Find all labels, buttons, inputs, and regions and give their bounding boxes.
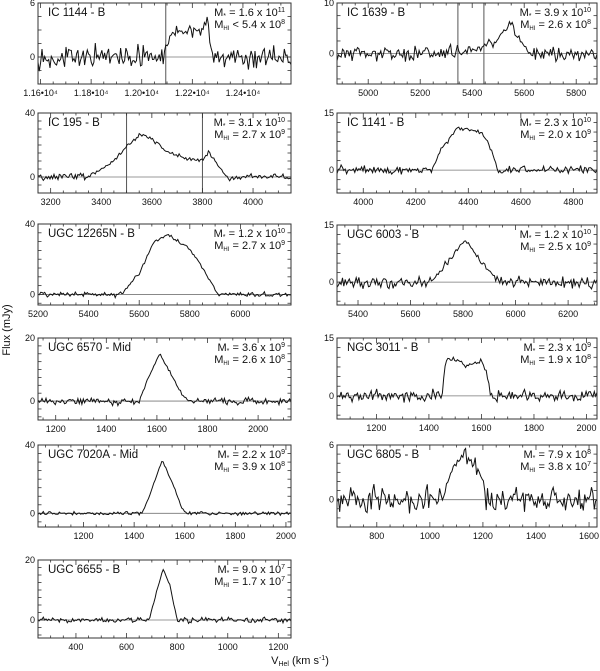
stellar-mass-exponent: 7 — [281, 564, 285, 571]
x-tick-label: 5400 — [462, 88, 483, 98]
hi-mass-label — [520, 461, 591, 474]
mass-symbol: M — [217, 342, 227, 354]
x-tick-label: 1600 — [579, 531, 600, 541]
spectrum-panel — [324, 0, 597, 98]
stellar-mass-value: 1.2 x 10 — [238, 228, 278, 240]
panel-title: NGC 3011 - B — [347, 342, 419, 354]
y-tick-label: 0 — [328, 165, 334, 176]
x-tick-label: 5600 — [514, 88, 535, 98]
mass-symbol: M — [523, 449, 533, 461]
y-tick-label: 15 — [323, 108, 334, 118]
x-tick-label: 1800 — [197, 424, 218, 434]
hi-mass-label — [520, 354, 591, 367]
relation: < — [229, 19, 242, 31]
x-tick-label: 1200 — [45, 424, 66, 434]
stellar-mass-value: 3.1 x 10 — [238, 117, 278, 129]
x-axis-label-unit-exp: -1 — [318, 655, 326, 662]
stellar-mass-exponent: 9 — [281, 449, 285, 456]
x-tick-label: 600 — [119, 642, 135, 652]
spectrum-panel — [324, 108, 597, 207]
y-tick-label: 0 — [29, 396, 35, 407]
x-tick-label: 5400 — [347, 309, 369, 319]
x-tick-label: 1.20•10⁴ — [124, 88, 160, 98]
panel-title: UGC 6655 - B — [48, 564, 121, 576]
hi-subscript: HI — [223, 26, 230, 32]
spectrum-panel — [25, 333, 291, 434]
relation: = — [229, 354, 242, 366]
mass-symbol: M — [520, 354, 530, 366]
x-tick-label: 6200 — [558, 309, 579, 319]
mass-symbol: M — [520, 19, 530, 31]
y-tick-label: 6 — [29, 0, 35, 8]
x-tick-label: 1600 — [146, 424, 167, 434]
stellar-mass-exponent: 10 — [583, 7, 591, 14]
mass-symbol: M — [519, 117, 529, 129]
relation: = — [229, 461, 242, 473]
x-tick-label: 5800 — [566, 88, 587, 98]
hi-mass-exponent: 9 — [281, 129, 285, 136]
hi-subscript: HI — [223, 247, 230, 253]
x-tick-label: 1400 — [418, 423, 439, 433]
hi-subscript: HI — [529, 136, 536, 142]
hi-mass-exponent: 9 — [281, 240, 285, 247]
x-tick-label: 800 — [169, 642, 185, 652]
hi-mass-value: 2.7 x 10 — [241, 129, 282, 141]
x-tick-label: 2000 — [275, 531, 296, 541]
y-tick-label: 0 — [29, 508, 35, 519]
x-tick-label: 1.22•10⁴ — [175, 88, 210, 98]
hi-mass-exponent: 8 — [281, 19, 285, 26]
y-tick-label: 0 — [328, 48, 334, 59]
y-tick-label: 6 — [328, 440, 334, 450]
x-tick-label: 3600 — [141, 197, 162, 207]
y-tick-label: 0 — [328, 494, 334, 505]
stellar-mass-value: 3.6 x 10 — [241, 342, 282, 354]
x-tick-label: 400 — [68, 642, 84, 652]
panel-title: UGC 6003 - B — [347, 229, 420, 241]
stellar-mass-value: 9.0 x 10 — [241, 564, 282, 576]
x-tick-label: 4000 — [243, 197, 264, 207]
y-tick-label: 20 — [24, 333, 35, 343]
mass-symbol: M — [214, 7, 224, 19]
hi-mass-exponent: 8 — [587, 354, 591, 361]
x-tick-label: 4200 — [405, 197, 426, 207]
stellar-mass-value: 7.9 x 10 — [547, 449, 588, 461]
y-tick-label: 0 — [29, 289, 35, 300]
stellar-mass-value: 1.6 x 10 — [238, 7, 278, 19]
mass-symbol: M — [523, 342, 533, 354]
spectrum-panel — [25, 219, 291, 319]
y-tick-label: 15 — [323, 333, 334, 343]
hi-mass-label — [520, 241, 591, 254]
mass-symbol: M — [520, 129, 530, 141]
mass-symbol: M — [520, 241, 530, 253]
stellar-mass-value: 2.3 x 10 — [544, 117, 584, 129]
y-tick-label: 0 — [29, 615, 35, 625]
relation: = — [535, 129, 548, 141]
x-axis-label — [271, 655, 329, 668]
mass-symbol: M — [213, 117, 223, 129]
x-tick-label: 4400 — [458, 197, 479, 207]
x-tick-label: 5000 — [358, 88, 379, 98]
stellar-mass-value: 1.2 x 10 — [544, 229, 584, 241]
y-tick-label: 0 — [29, 52, 35, 62]
y-tick-label: 10 — [323, 0, 334, 8]
mass-symbol: M — [519, 7, 529, 19]
stellar-mass-value: 2.2 x 10 — [241, 449, 282, 461]
x-tick-label: 6000 — [505, 309, 526, 319]
y-tick-label: 40 — [24, 108, 35, 118]
hi-mass-value: 3.9 x 10 — [241, 461, 282, 473]
stellar-mass-exponent: 10 — [583, 229, 591, 236]
hi-subscript: HI — [223, 468, 230, 474]
x-tick-label: 1200 — [366, 423, 387, 433]
mass-symbol: M — [214, 461, 224, 473]
panel-title: IC 1144 - B — [48, 7, 106, 19]
hi-mass-label — [214, 354, 285, 367]
x-tick-label: 800 — [369, 531, 385, 541]
relation: = — [225, 228, 239, 240]
y-tick-label: 0 — [328, 390, 334, 401]
x-tick-label: 5200 — [27, 309, 49, 319]
hi-mass-value: 5.4 x 10 — [241, 19, 282, 31]
panel-title: UGC 7020A - Mid — [48, 449, 139, 461]
x-tick-label: 1200 — [73, 531, 94, 541]
mass-symbol: M — [214, 240, 224, 252]
star-subscript: * — [226, 348, 230, 355]
x-tick-label: 6000 — [230, 309, 251, 319]
relation: = — [225, 117, 239, 129]
hi-mass-exponent: 8 — [281, 354, 285, 361]
relation: = — [229, 240, 242, 252]
x-tick-label: 1600 — [471, 423, 492, 433]
hi-subscript: HI — [529, 361, 536, 367]
x-tick-label: 4600 — [510, 197, 531, 207]
x-tick-label: 5800 — [179, 309, 200, 319]
panel-title: UGC 6570 - Mid — [48, 342, 132, 354]
x-tick-label: 1000 — [419, 531, 440, 541]
y-axis-label: Flux (mJy) — [1, 304, 13, 356]
x-tick-label: 1400 — [96, 424, 117, 434]
relation: = — [535, 461, 548, 473]
y-tick-label: 15 — [323, 220, 334, 230]
x-tick-label: 2000 — [248, 424, 269, 434]
x-axis-label-unit: (km s — [289, 655, 319, 667]
mass-symbol: M — [214, 576, 224, 588]
star-subscript: * — [532, 348, 536, 355]
star-subscript: * — [532, 455, 536, 462]
mass-symbol: M — [217, 564, 227, 576]
stellar-mass-value: 3.9 x 10 — [544, 7, 584, 19]
hi-subscript: HI — [529, 26, 536, 32]
relation: = — [535, 342, 548, 354]
x-tick-label: 5800 — [453, 309, 474, 319]
hi-mass-exponent: 9 — [587, 241, 591, 248]
x-axis-label-close: ) — [325, 655, 329, 667]
spectrum-panel — [25, 108, 291, 207]
x-tick-label: 1200 — [472, 531, 493, 541]
mass-symbol: M — [213, 228, 223, 240]
x-axis-label-sub: Hel — [278, 661, 289, 668]
spectrum-panel — [329, 440, 599, 541]
panel-title: IC 195 - B — [48, 117, 100, 129]
hi-mass-value: 1.7 x 10 — [241, 576, 282, 588]
relation: = — [229, 576, 242, 588]
hi-mass-label — [520, 129, 591, 142]
hi-subscript: HI — [529, 468, 536, 474]
star-subscript: * — [226, 570, 230, 577]
hi-mass-exponent: 8 — [587, 19, 591, 26]
stellar-mass-exponent: 10 — [583, 117, 591, 124]
mass-symbol: M — [214, 129, 224, 141]
hi-mass-exponent: 7 — [281, 576, 285, 583]
y-tick-label: 0 — [328, 277, 334, 288]
x-tick-label: 2000 — [576, 423, 597, 433]
x-tick-label: 3400 — [91, 197, 112, 207]
x-tick-label: 3800 — [192, 197, 213, 207]
panel-title: IC 1141 - B — [347, 117, 405, 129]
mass-symbol: M — [519, 229, 529, 241]
relation: = — [535, 354, 548, 366]
x-tick-label: 5400 — [78, 309, 99, 319]
y-tick-label: 40 — [24, 219, 35, 229]
x-tick-label: 1000 — [217, 642, 238, 652]
x-tick-label: 4000 — [353, 197, 374, 207]
hi-mass-value: 2.5 x 10 — [547, 241, 588, 253]
relation: = — [229, 129, 242, 141]
hi-mass-value: 2.6 x 10 — [241, 354, 282, 366]
hi-mass-value: 2.7 x 10 — [241, 240, 282, 252]
hi-mass-label — [214, 19, 285, 32]
x-tick-label: 1400 — [124, 531, 145, 541]
x-tick-label: 1600 — [174, 531, 195, 541]
x-tick-label: 1200 — [268, 642, 289, 652]
stellar-mass-exponent: 9 — [587, 342, 591, 349]
mass-symbol: M — [217, 449, 227, 461]
star-subscript: * — [223, 13, 227, 20]
x-tick-label: 1400 — [525, 531, 546, 541]
hi-mass-exponent: 7 — [587, 461, 591, 468]
y-tick-label: 20 — [24, 555, 35, 565]
panel-title: UGC 12265N - B — [48, 228, 135, 240]
relation: = — [535, 241, 548, 253]
mass-symbol: M — [214, 19, 224, 31]
x-tick-label: 1.16•10⁴ — [23, 88, 58, 98]
stellar-mass-exponent: 8 — [587, 449, 591, 456]
x-tick-label: 1800 — [523, 423, 544, 433]
x-tick-label: 3200 — [40, 197, 61, 207]
hi-mass-label — [214, 240, 285, 253]
x-tick-label: 5600 — [129, 309, 150, 319]
relation: = — [531, 229, 545, 241]
hi-subscript: HI — [223, 136, 230, 142]
x-tick-label: 1.18•10⁴ — [73, 88, 109, 98]
stellar-mass-exponent: 9 — [281, 342, 285, 349]
star-subscript: * — [222, 234, 226, 241]
hi-mass-exponent: 8 — [281, 461, 285, 468]
panel-title: UGC 6805 - B — [347, 449, 420, 461]
relation: = — [535, 19, 548, 31]
x-tick-label: 1.24•10⁴ — [225, 88, 261, 98]
spectrum-panel — [324, 220, 597, 319]
x-axis-label-main: V — [271, 655, 279, 667]
mass-symbol: M — [214, 354, 224, 366]
star-subscript: * — [528, 123, 532, 130]
relation: = — [229, 342, 242, 354]
relation: = — [535, 449, 548, 461]
relation: = — [229, 449, 242, 461]
star-subscript: * — [528, 235, 532, 242]
relation: = — [229, 564, 242, 576]
star-subscript: * — [222, 123, 226, 130]
hi-mass-exponent: 9 — [587, 129, 591, 136]
hi-mass-label — [214, 461, 285, 474]
y-tick-label: 40 — [24, 440, 35, 450]
x-tick-label: 4800 — [563, 197, 584, 207]
relation: = — [226, 7, 239, 19]
spectrum-panel — [25, 555, 291, 652]
hi-subscript: HI — [223, 361, 230, 367]
panel-title: IC 1639 - B — [347, 7, 406, 19]
stellar-mass-exponent: 11 — [277, 7, 285, 14]
star-subscript: * — [226, 455, 230, 462]
hi-mass-label — [214, 576, 285, 589]
mass-symbol: M — [520, 461, 530, 473]
spectrum-panel — [23, 0, 291, 98]
hi-subscript: HI — [529, 248, 536, 254]
spectrum-panel — [324, 333, 597, 433]
stellar-mass-exponent: 10 — [277, 228, 285, 235]
relation: = — [531, 7, 545, 19]
hi-mass-value: 2.6 x 10 — [547, 19, 588, 31]
stellar-mass-exponent: 10 — [277, 117, 285, 124]
hi-mass-value: 2.0 x 10 — [547, 129, 588, 141]
spectrum-panel — [25, 440, 296, 541]
x-tick-label: 5200 — [410, 88, 431, 98]
star-subscript: * — [528, 13, 532, 20]
y-tick-label: 0 — [29, 172, 35, 182]
hi-subscript: HI — [223, 583, 230, 589]
x-tick-label: 5600 — [400, 309, 421, 319]
hi-mass-label — [520, 19, 591, 32]
hi-mass-value: 1.9 x 10 — [547, 354, 588, 366]
relation: = — [531, 117, 545, 129]
hi-mass-value: 3.8 x 10 — [547, 461, 588, 473]
x-tick-label: 1800 — [225, 531, 246, 541]
hi-mass-label — [214, 129, 285, 142]
stellar-mass-value: 2.3 x 10 — [547, 342, 588, 354]
